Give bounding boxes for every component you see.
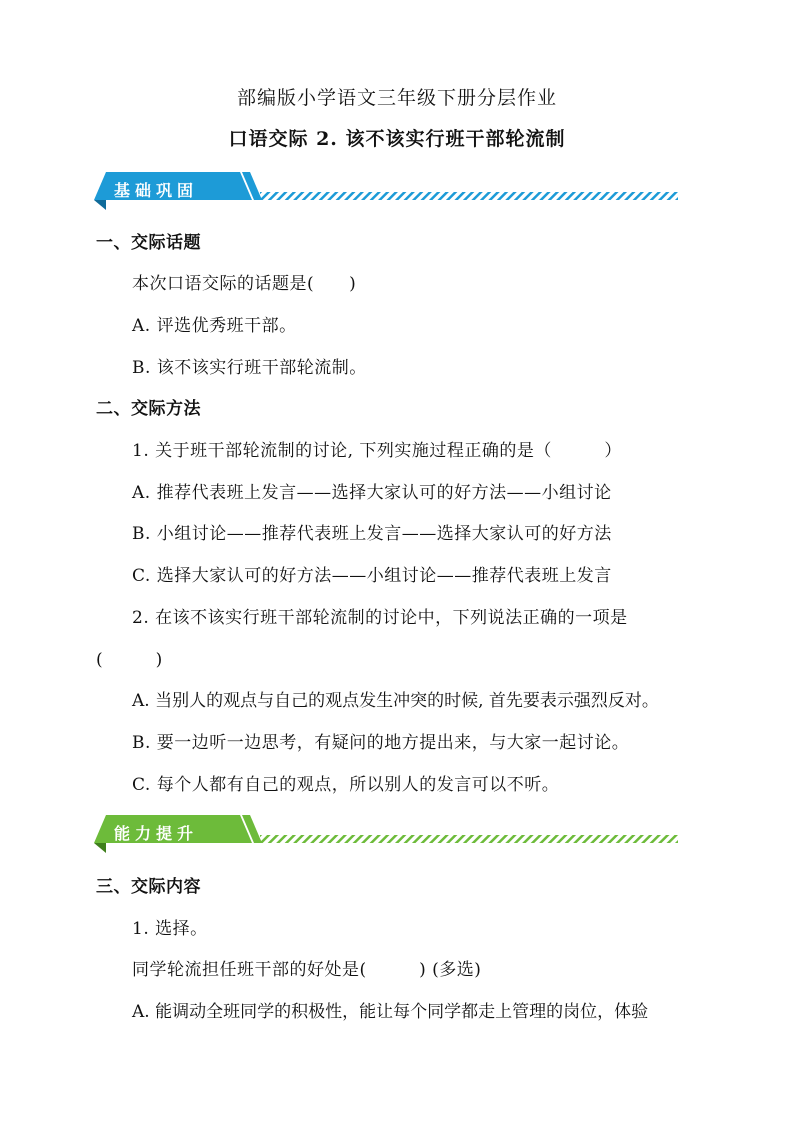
banner-advanced — [92, 815, 682, 855]
worksheet-title: 部编版小学语文三年级下册分层作业 — [236, 87, 557, 109]
section2-q1-option-a: A. 推荐代表班上发言——选择大家认可的好方法——小组讨论 — [132, 483, 612, 503]
section2-q2: 2. 在该不该实行班干部轮流制的讨论中，下列说法正确的一项是 — [132, 608, 628, 628]
section1-option-a: A. 评选优秀班干部。 — [132, 316, 297, 336]
lesson-title: 口语交际 2. 该不该实行班干部轮流制 — [228, 128, 566, 150]
section3-heading: 三、交际内容 — [96, 877, 201, 897]
section3-q1-option-a: A. 能调动全班同学的积极性，能让每个同学都走上管理的岗位，体验 — [132, 1002, 649, 1022]
section3-q1: 1. 选择。 — [132, 919, 208, 939]
section3-q1-prompt: 同学轮流担任班干部的好处是( ) (多选) — [132, 960, 482, 980]
banner-basic — [92, 172, 682, 212]
banner-advanced-label: 能力提升 — [114, 824, 199, 843]
section1-question: 本次口语交际的话题是( ) — [132, 274, 357, 294]
section2-q1-option-b: B. 小组讨论——推荐代表班上发言——选择大家认可的好方法 — [132, 524, 612, 544]
section2-q2-option-c: C. 每个人都有自己的观点，所以别人的发言可以不听。 — [132, 775, 560, 795]
section2-heading: 二、交际方法 — [96, 399, 201, 419]
section1-heading: 一、交际话题 — [96, 233, 201, 253]
section2-q1: 1. 关于班干部轮流制的讨论, 下列实施过程正确的是（ ） — [132, 441, 622, 461]
section2-q1-option-c: C. 选择大家认可的好方法——小组讨论——推荐代表班上发言 — [132, 566, 612, 586]
section2-q2-option-b: B. 要一边听一边思考，有疑问的地方提出来，与大家一起讨论。 — [132, 733, 630, 753]
section2-q2-option-a: A. 当别人的观点与自己的观点发生冲突的时候, 首先要表示强烈反对。 — [132, 691, 659, 711]
banner-basic-label: 基础巩固 — [114, 181, 199, 200]
section2-q2-blank: ( ) — [96, 650, 163, 670]
section1-option-b: B. 该不该实行班干部轮流制。 — [132, 358, 367, 378]
